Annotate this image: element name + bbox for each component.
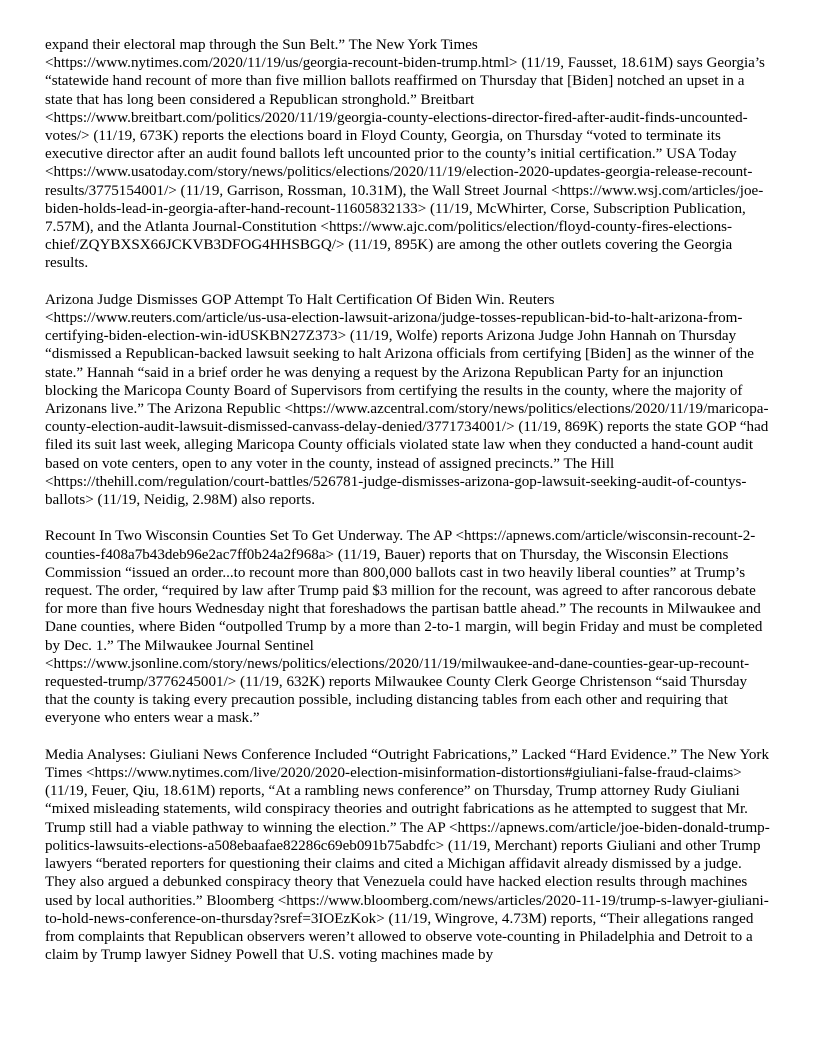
paragraph-wisconsin-recount: Recount In Two Wisconsin Counties Set To Get Underway. The AP <https://apnews.com/article/wisconsin-recount-2-counties-f408a7b43deb96e2ac7ff0b24a2f968a> (11/19, Bauer) reports that on Thursday, the Wisconsin Elections Commission “issued an order...to recount more than 800,000 ballots cast in two heavily liberal counties” at Trump’s request. The order, “required by law after Trump paid $3 million for the recount, was agreed to after rancorous debate for more than five hours Wednesday night that foreshadows the partisan battle ahead.” The recounts in Milwaukee and Dane counties, where Biden “outpolled Trump by a more than 2-to-1 margin, will begin Friday and must be completed by Dec. 1.” The Milwaukee Journal Sentinel <https://www.jsonline.com/story/news/politics/elections/2020/11/19/milwaukee-and-dane-counties-gear-up-recount-requested-trump/3776245001/> (11/19, 632K) reports Milwaukee County Clerk George Christenson “said Thursday that the county is taking every precaution possible, including distancing tables from each other and requiring that everyone who enters wear a mask.” — [45, 528, 763, 727]
document-page — [45, 36, 772, 983]
paragraph-giuliani-conference: Media Analyses: Giuliani News Conference Included “Outright Fabrications,” Lacked “Hard Evidence.” The New York Times <https://www.nytimes.com/live/2020/2020-election-misinformation-distortions#giuliani-false-fraud-claims> (11/19, Feuer, Qiu, 18.61M) reports, “At a rambling news conference” on Thursday, Trump attorney Rudy Giuliani “mixed misleading statements, wild conspiracy theories and outright fabrications as he attempted to suggest that Mr. Trump still had a viable pathway to winning the election.” The AP <https://apnews.com/article/joe-biden-donald-trump-politics-lawsuits-elections-a508ebaafae82286c69eb091b75abdfc> (11/19, Merchant) reports Giuliani and other Trump lawyers “berated reporters for questioning their claims and cited a Michigan affidavit already dismissed by a judge. They also argued a debunked conspiracy theory that Venezuela could have hacked election results through machines used by local authorities.” Bloomberg <https://www.bloomberg.com/news/articles/2020-11-19/trump-s-lawyer-giuliani-to-hold-news-conference-on-thursday?sref=3IOEzKok> (11/19, Wingrove, 4.73M) reports, “Their allegations ranged from complaints that Republican observers weren’t allowed to observe vote-counting in Philadelphia and Detroit to a claim by Trump lawyer Sidney Powell that U.S. voting machines made by — [45, 746, 770, 964]
paragraph-georgia-recount: expand their electoral map through the Sun Belt.” The New York Times <https://www.nytimes.com/2020/11/19/us/georgia-recount-biden-trump.html> (11/19, Fausset, 18.61M) says Georgia’s “statewide hand recount of more than five million ballots reaffirmed on Thursday that [Biden] notched an upset in a state that has long been considered a Republican stronghold.” Breitbart <https://www.breitbart.com/politics/2020/11/19/georgia-county-elections-director-fired-after-audit-finds-uncounted-votes/> (11/19, 673K) reports the elections board in Floyd County, Georgia, on Thursday “voted to terminate its executive director after an audit found ballots left uncounted prior to the county’s initial certification.” USA Today <https://www.usatoday.com/story/news/politics/elections/2020/11/19/election-2020-updates-georgia-release-recount-results/3775154001/> (11/19, Garrison, Rossman, 10.31M), the Wall Street Journal <https://www.wsj.com/articles/joe-biden-holds-lead-in-georgia-after-hand-recount-11605832133> (11/19, McWhirter, Corse, Subscription Publication, 7.57M), and the Atlanta Journal-Constitution <https://www.ajc.com/politics/election/floyd-county-fires-elections-chief/ZQYBXSX66JCKVB3DFOG4HHSBGQ/> (11/19, 895K) are among the other outlets covering the Georgia results. — [45, 37, 765, 272]
paragraph-arizona-judge: Arizona Judge Dismisses GOP Attempt To Halt Certification Of Biden Win. Reuters <https://www.reuters.com/article/us-usa-election-lawsuit-arizona/judge-tosses-republican-bid-to-halt-arizona-from-certifying-biden-election-win-idUSKBN27Z373> (11/19, Wolfe) reports Arizona Judge John Hannah on Thursday “dismissed a Republican-backed lawsuit seeking to halt Arizona officials from certifying [Biden] as the winner of the state.” Hannah “said in a brief order he was denying a request by the Arizona Republican Party for an injunction blocking the Maricopa County Board of Supervisors from certifying the results in the county, where the majority of Arizonans live.” The Arizona Republic <https://www.azcentral.com/story/news/politics/elections/2020/11/19/maricopa-county-election-audit-lawsuit-dismissed-canvass-delay-denied/3771734001/> (11/19, 869K) reports the state GOP “had filed its suit last week, alleging Maricopa County officials violated state law when they conducted a hand-count audit based on vote centers, open to any voter in the county, instead of assigned precincts.” The Hill <https://thehill.com/regulation/court-battles/526781-judge-dismisses-arizona-gop-lawsuit-seeking-audit-of-countys-ballots> (11/19, Neidig, 2.98M) also reports. — [45, 291, 769, 509]
